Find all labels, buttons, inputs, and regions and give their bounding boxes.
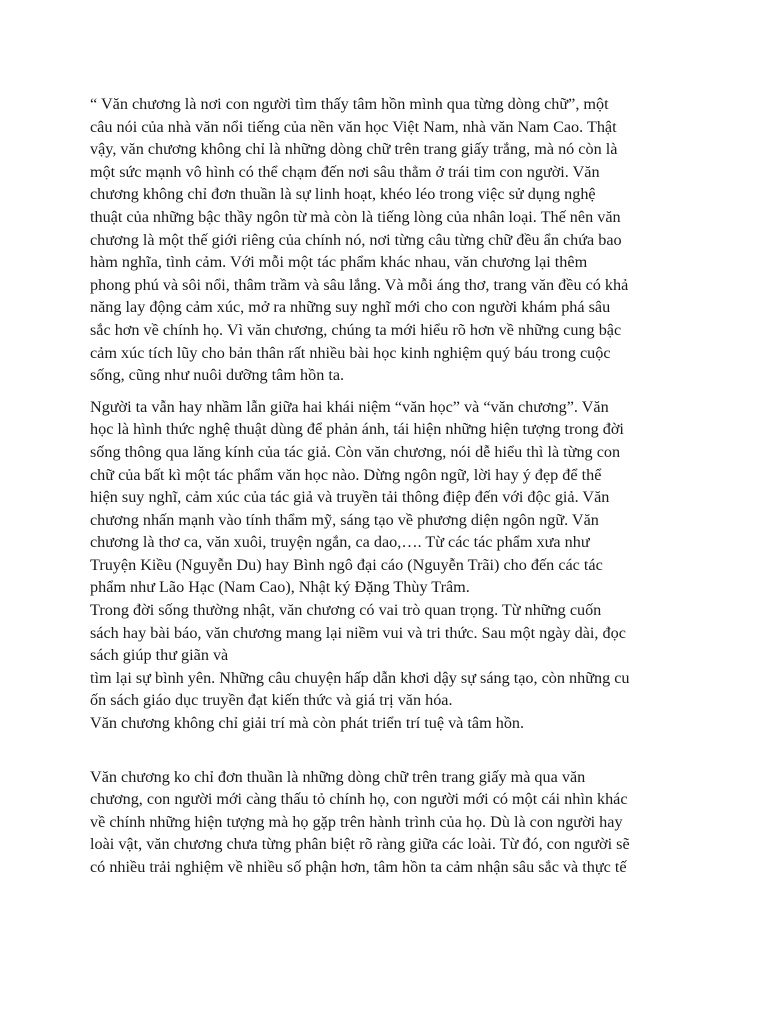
text-line: hiện suy nghĩ, cảm xúc của tác giả và truyền tải thông điệp đến với độc giả. Văn (90, 488, 610, 507)
text-line: hàm nghĩa, tình cảm. Với mỗi một tác phẩm khác nhau, văn chương lại thêm (90, 253, 588, 272)
text-line: sống, cũng như nuôi dưỡng tâm hồn ta. (90, 366, 345, 385)
paragraph-2 (90, 396, 690, 735)
text-line: chương là một thế giới riêng của chính nó, nơi từng câu từng chữ đều ẩn chứa bao (90, 230, 622, 249)
paragraph-spacer (90, 735, 690, 766)
text-line: ốn sách giáo dục truyền đạt kiến thức và giá trị văn hóa. (90, 691, 453, 710)
text-line: sách hay bài báo, văn chương mang lại niềm vui và tri thức. Sau một ngày dài, đọc (90, 623, 626, 642)
text-line: vậy, văn chương không chỉ là những dòng chữ trên trang giấy trắng, mà nó còn là (90, 140, 618, 159)
text-line: chương là thơ ca, văn xuôi, truyện ngắn, ca dao,…. Từ các tác phẩm xưa như (90, 533, 590, 552)
document-body (90, 93, 690, 879)
text-line: thuật của những bậc thầy ngôn từ mà còn là tiếng lòng của nhân loại. Thế nên văn (90, 207, 621, 226)
text-line: sống thông qua lăng kính của tác giả. Còn văn chương, nói dễ hiểu thì là từng con (90, 442, 621, 461)
text-line: chữ của bất kì một tác phẩm văn học nào. Dừng ngôn ngữ, lời hay ý đẹp để thể (90, 465, 602, 484)
text-line: loài vật, văn chương chưa từng phân biệt rõ ràng giữa các loài. Từ đó, con người sẽ (90, 835, 630, 854)
text-line: chương không chỉ đơn thuần là sự linh hoạt, khéo léo trong việc sử dụng nghệ (90, 185, 596, 204)
text-line: một sức mạnh vô hình có thể chạm đến nơi sâu thẳm ở trái tim con người. Văn (90, 162, 600, 181)
text-line: sắc hơn về chính họ. Vì văn chương, chúng ta mới hiểu rõ hơn về những cung bậc (90, 320, 622, 339)
text-line: sách giúp thư giãn và (90, 646, 229, 665)
text-line: chương nhấn mạnh vào tính thẩm mỹ, sáng tạo về phương diện ngôn ngữ. Văn (90, 510, 599, 529)
text-line: Văn chương không chỉ giải trí mà còn phát triển trí tuệ và tâm hồn. (90, 714, 525, 733)
text-line: cảm xúc tích lũy cho bản thân rất nhiều bài học kinh nghiệm quý báu trong cuộc (90, 343, 611, 362)
text-line: “ Văn chương là nơi con người tìm thấy tâm hồn mình qua từng dòng chữ”, một (90, 95, 609, 113)
text-line: câu nói của nhà văn nổi tiếng của nền văn học Việt Nam, nhà văn Nam Cao. Thật (90, 117, 617, 136)
text-line: về chính những hiện tượng mà họ gặp trên hành trình của họ. Dù là con người hay (90, 812, 623, 831)
text-line: năng lay động cảm xúc, mở ra những suy nghĩ mới cho con người khám phá sâu (90, 298, 611, 317)
paragraph-1 (90, 93, 690, 387)
text-line: Văn chương ko chỉ đơn thuần là những dòng chữ trên trang giấy mà qua văn (90, 767, 586, 786)
text-line: Người ta vẫn hay nhầm lẫn giữa hai khái niệm “văn học” và “văn chương”. Văn (90, 397, 609, 416)
text-line: Trong đời sống thường nhật, văn chương có vai trò quan trọng. Từ những cuốn (90, 601, 602, 620)
paragraph-spacer (90, 387, 690, 396)
text-line: phẩm như Lão Hạc (Nam Cao), Nhật ký Đặng Thùy Trâm. (90, 578, 470, 597)
text-line: học là hình thức nghệ thuật dùng để phản ánh, tái hiện những hiện tượng trong đời (90, 420, 624, 439)
text-line: Truyện Kiều (Nguyễn Du) hay Bình ngô đại cáo (Nguyễn Trãi) cho đến các tác (90, 555, 603, 574)
text-line: chương, con người mới càng thấu tỏ chính họ, con người mới có một cái nhìn khác (90, 790, 628, 809)
paragraph-3 (90, 766, 690, 879)
text-line: có nhiều trải nghiệm về nhiều số phận hơn, tâm hồn ta cảm nhận sâu sắc và thực tế (90, 858, 627, 876)
text-line: tìm lại sự bình yên. Những câu chuyện hấp dẫn khơi dậy sự sáng tạo, còn những cu (90, 668, 630, 687)
text-line: phong phú và sôi nổi, thâm trầm và sâu lắng. Và mỗi áng thơ, trang văn đều có khả (90, 275, 629, 294)
